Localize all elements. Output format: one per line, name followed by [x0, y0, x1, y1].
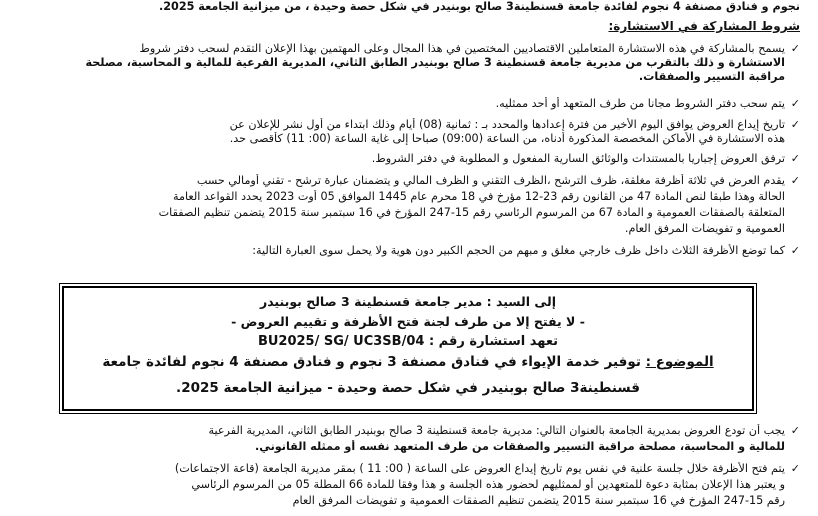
box-reference	[64, 334, 752, 349]
opening-bullet-line-2: و يعتبر هذا الإعلان بمثابة دعوة للمتعهدين أو لممثليهم لحضور هذه الجلسة و هذا وفقا للمادة 66 المطلة 05 من المرسوم الرئاسي	[191, 478, 785, 491]
box-reference-number: BU2025/ SG/ UC3SB/04	[257, 334, 425, 349]
bullet-2-line-1: ✓يتم سحب دفتر الشروط مجانا من طرف المتعهد أو أحد ممثليه.	[495, 97, 800, 110]
box-subject	[64, 354, 752, 370]
bullet-5-line-3: المتعلقة بالصفقات العمومية و المادة 67 من المرسوم الرئاسي رقم 15-247 المؤرخ في 16 سبتمبر سنة 2015 يتضمن تنظيم الصفقات	[158, 206, 785, 219]
bullet-3-line-1: ✓تاريخ إيداع العروض يوافق اليوم الأخير من فترة إعدادها والمحدد بـ : ثمانية (08) أيام وذلك ابتداء من أول نشر للإعلان عن	[229, 118, 800, 131]
check-icon: ✓	[790, 424, 800, 437]
bullet-5-line-2: الحالة وهذا طبقا لنص المادة 47 من القانون رقم 23-12 مؤرخ في 18 محرم عام 1445 الموافق 05 أوت 2023 يحدد القواعد العامة	[173, 190, 785, 203]
box-subject-text: توفير خدمة الإيواء في فنادق مصنفة 3 نجوم و فنادق مصنفة 4 نجوم لفائدة جامعة	[102, 354, 641, 370]
deposit-bullet-line-1: ✓يجب أن تودع العروض بمديرية الجامعة بالعنوان التالي: مديرية جامعة قسنطينة 3 صالح بوبنيدر الطابق الثاني، المديرية الفرعية	[208, 424, 800, 437]
check-icon: ✓	[790, 174, 800, 187]
box-addressee: إلى السيد : مدير جامعة قسنطينة 3 صالح بوبنيدر	[260, 294, 556, 309]
bullet-5-line-4: العمومية و تفويضات المرفق العام.	[624, 222, 785, 235]
check-icon: ✓	[790, 244, 800, 257]
box-do-not-open: - لا يفتح إلا من طرف لجنة فتح الأظرفة و تقييم العروض -	[231, 314, 585, 329]
bullet-5-line-1: ✓يقدم العرض في ثلاثة أظرفة مغلقة، ظرف الترشح ،الظرف التقني و الظرف المالي و يتضمنان عبارة ترشح - تقني أومالي حسب	[196, 174, 800, 187]
check-icon: ✓	[790, 462, 800, 475]
bullet-1-line-1: ✓يسمح بالمشاركة في هذه الاستشارة المتعاملين الاقتصاديين المختصين في هذا المجال وعلى المهتمين بهذا الإعلان التقدم لسحب دفتر شروط	[139, 42, 800, 55]
box-subject-continued: قسنطينة3 صالح بوبنيدر في شكل حصة وحيدة - ميزانية الجامعة 2025.	[176, 380, 640, 396]
bullet-1-line-3: مراقبة التسيير والصفقات.	[638, 70, 785, 83]
deposit-bullet-line-2: للمالية و المحاسبة، مصلحة مراقبة التسيير والصفقات من طرف المتعهد نفسه أو ممثله القانوني.	[255, 440, 785, 453]
opening-bullet-line-3: رقم 15-247 المؤرخ في 16 سبتمبر سنة 2015 يتضمن تنظيم الصفقات العمومية و تفويضات المرفق العام	[292, 494, 785, 507]
bullet-3-line-2: هذه الاستشارة في الأماكن المخصصة المذكورة أدناه، من الساعة (09:00) صباحا إلى غاية الساعة (00: 11) كأقصى حد.	[229, 132, 785, 145]
check-icon: ✓	[790, 42, 800, 55]
bullet-4-line-1: ✓ترفق العروض إجباريا بالمستندات والوثائق السارية المفعول و المطلوبة في دفتر الشروط.	[371, 152, 800, 165]
section-title: شروط المشاركة في الاستشارة:	[608, 19, 800, 33]
check-icon: ✓	[790, 97, 800, 110]
intro-line: نجوم و فنادق مصنفة 4 نجوم لفائدة جامعة قسنطينة3 صالح بوبنيدر في شكل حصة وحيدة ، من ميزانية الجامعة 2025.	[159, 0, 800, 13]
box-subject-label: الموضوع :	[645, 354, 714, 370]
opening-bullet-line-1: ✓يتم فتح الأظرفة خلال جلسة علنية في نفس يوم تاريخ إيداع العروض على الساعة ( 00: 11 ) بمقر مديرية الجامعة (قاعة الاجتماعات)	[174, 462, 800, 475]
bullet-1-line-2: الاستشارة و ذلك بالتقرب من مديرية جامعة قسنطينة 3 صالح بوبنيدر الطابق الثاني، المديرية الفرعية للمالية و المحاسبة، مصلحة	[85, 56, 785, 69]
check-icon: ✓	[790, 152, 800, 165]
envelope-label-box	[62, 286, 754, 411]
box-reference-label: تعهد استشارة رقم :	[428, 334, 559, 349]
bullet-6-line-1: ✓كما توضع الأظرفة الثلاث داخل ظرف خارجي مغلق و مبهم من الحجم الكبير دون هوية ولا يحمل سوى العبارة التالية:	[252, 244, 800, 257]
check-icon: ✓	[790, 118, 800, 131]
